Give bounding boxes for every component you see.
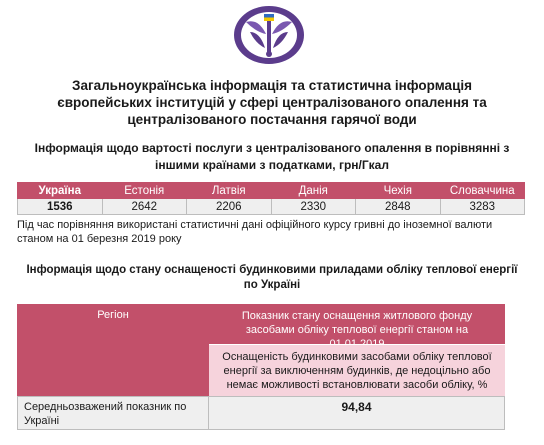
table-cell: 3283 — [440, 199, 525, 215]
table-cell: 2848 — [356, 199, 441, 215]
exchange-rate-note: Під час порівняння використані статистичні дані офіційного курсу гривні до іноземної валюти станом на 01 березня 2019 року — [17, 219, 493, 245]
indicator-subheader: Оснащеність будинковими засобами обліку теплової енергії за виключенням будинків, де недоцільно або немає можливості встановлювати засоби обліку, % — [209, 344, 505, 396]
metering-section-title: Інформація щодо стану оснащеності будинковими приладами обліку теплової енергії по Україні — [26, 264, 518, 291]
table-header-row — [18, 183, 525, 199]
table-row — [18, 199, 525, 215]
column-header: Данія — [271, 183, 356, 199]
region-column-header: Регіон — [17, 304, 209, 396]
column-header: Латвія — [187, 183, 272, 199]
row-value: 94,84 — [209, 396, 505, 430]
table-cell: 2330 — [271, 199, 356, 215]
cost-comparison-table — [17, 182, 525, 215]
logo-emblem — [232, 4, 306, 66]
column-header: Україна — [18, 183, 103, 199]
emblem-icon — [232, 4, 306, 66]
table-cell: 2206 — [187, 199, 272, 215]
table-cell: 2642 — [102, 199, 187, 215]
page-title: Загальноукраїнська інформація та статистична інформація європейських інституцій у сфері централізованого опалення та централізованого постачання гарячої води — [57, 78, 487, 127]
table-cell: 1536 — [18, 199, 103, 215]
indicator-column-header: Показник стану оснащення житлового фонду засобами обліку теплової енергії станом на — [209, 304, 505, 344]
column-header: Чехія — [356, 183, 441, 199]
metering-table — [17, 304, 505, 430]
cost-section-title: Інформація щодо вартості послуги з централізованого опалення в порівнянні з іншими країнами з податками, грн/Гкал — [34, 141, 510, 172]
row-label: Середньозважений показник по Україні — [17, 396, 209, 430]
column-header: Словаччина — [440, 183, 525, 199]
column-header: Естонія — [102, 183, 187, 199]
